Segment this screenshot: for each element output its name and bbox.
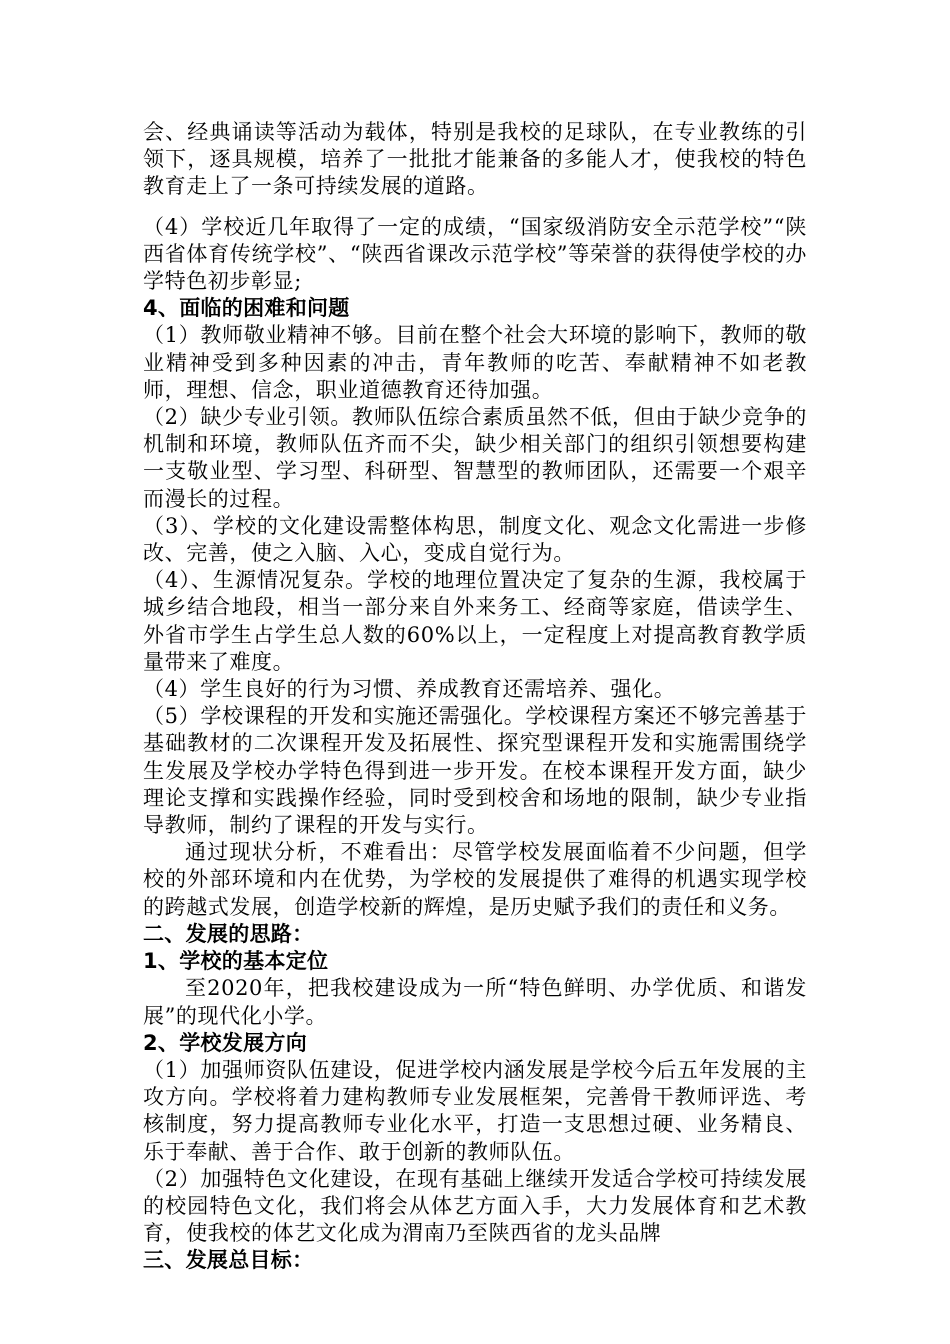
paragraph-professional-guidance: （2）缺少专业引领。教师队伍综合素质虽然不低，但由于缺少竞争的机制和环境，教师队伍齐而不尖，缺少相关部门的组织引领想要构建一支敬业型、学习型、科研型、智慧型的教师团队，还需要一个艰辛而漫长的过程。 [143, 405, 807, 511]
paragraph-achievements: （4）学校近几年取得了一定的成绩，“国家级消防安全示范学校”“陕西省体育传统学校”、“陕西省课改示范学校”等荣誉的获得使学校的办学特色初步彰显; [143, 214, 807, 294]
paragraph-curriculum: （5）学校课程的开发和实施还需强化。学校课程方案还不够完善基于基础教材的二次课程开发及拓展性、探究型课程开发和实施需围绕学生发展及学校办学特色得到进一步开发。在校本课程开发方面，缺少理论支撑和实践操作经验，同时受到校舍和场地的限制，缺少专业指导教师，制约了课程的开发与实行。 [143, 704, 807, 838]
heading-development-ideas: 二、发展的思路： [143, 921, 314, 946]
paragraph-teacher-dedication: （1）教师敬业精神不够。目前在整个社会大环境的影响下，教师的敬业精神受到多种因素的冲击，青年教师的吃苦、奉献精神不如老教师，理想、信念，职业道德教育还待加强。 [143, 323, 807, 402]
heading-difficulties: 4、面临的困难和问题 [143, 296, 350, 321]
paragraph-behavior-habits: （4）学生良好的行为习惯、养成教育还需培养、强化。 [143, 677, 676, 702]
paragraph-positioning: 至2020年，把我校建设成为一所“特色鲜明、办学优质、和谐发展”的现代化小学。 [143, 976, 807, 1028]
paragraph-school-characteristics: 会、经典诵读等活动为载体，特别是我校的足球队，在专业教练的引领下，逐具规模，培养了一批批才能兼备的多能人才，使我校的特色教育走上了一条可持续发展的道路。 [143, 120, 807, 199]
paragraph-gap [143, 201, 807, 214]
heading-basic-positioning: 1、学校的基本定位 [143, 949, 329, 974]
document-body [143, 119, 807, 1275]
paragraph-school-culture: （3）、学校的文化建设需整体构思，制度文化、观念文化需进一步修改、完善，使之入脑、入心，变成自觉行为。 [143, 513, 807, 566]
heading-development-direction: 2、学校发展方向 [143, 1030, 308, 1055]
paragraph-teacher-team: （1）加强师资队伍建设，促进学校内涵发展是学校今后五年发展的主攻方向。学校将着力建构教师专业发展框架，完善骨干教师评选、考核制度，努力提高教师专业化水平，打造一支思想过硬、业务精良、乐于奉献、善于合作、敢于创新的教师队伍。 [143, 1057, 807, 1164]
paragraph-analysis-summary: 通过现状分析，不难看出：尽管学校发展面临着不少问题，但学校的外部环境和内在优势，为学校的发展提供了难得的机遇实现学校的跨越式发展，创造学校新的辉煌，是历史赋予我们的责任和义务。 [143, 840, 807, 919]
paragraph-culture-building: （2）加强特色文化建设，在现有基础上继续开发适合学校可持续发展的校园特色文化，我们将会从体艺方面入手，大力发展体育和艺术教育，使我校的体艺文化成为渭南乃至陕西省的龙头品牌 [143, 1166, 807, 1246]
heading-overall-goals: 三、发展总目标： [143, 1248, 314, 1273]
paragraph-student-sources: （4）、生源情况复杂。学校的地理位置决定了复杂的生源，我校属于城乡结合地段，相当一部分来自外来务工、经商等家庭，借读学生、外省市学生占学生总人数的60%以上，一定程度上对提高教育教学质量带来了难度。 [143, 568, 807, 674]
